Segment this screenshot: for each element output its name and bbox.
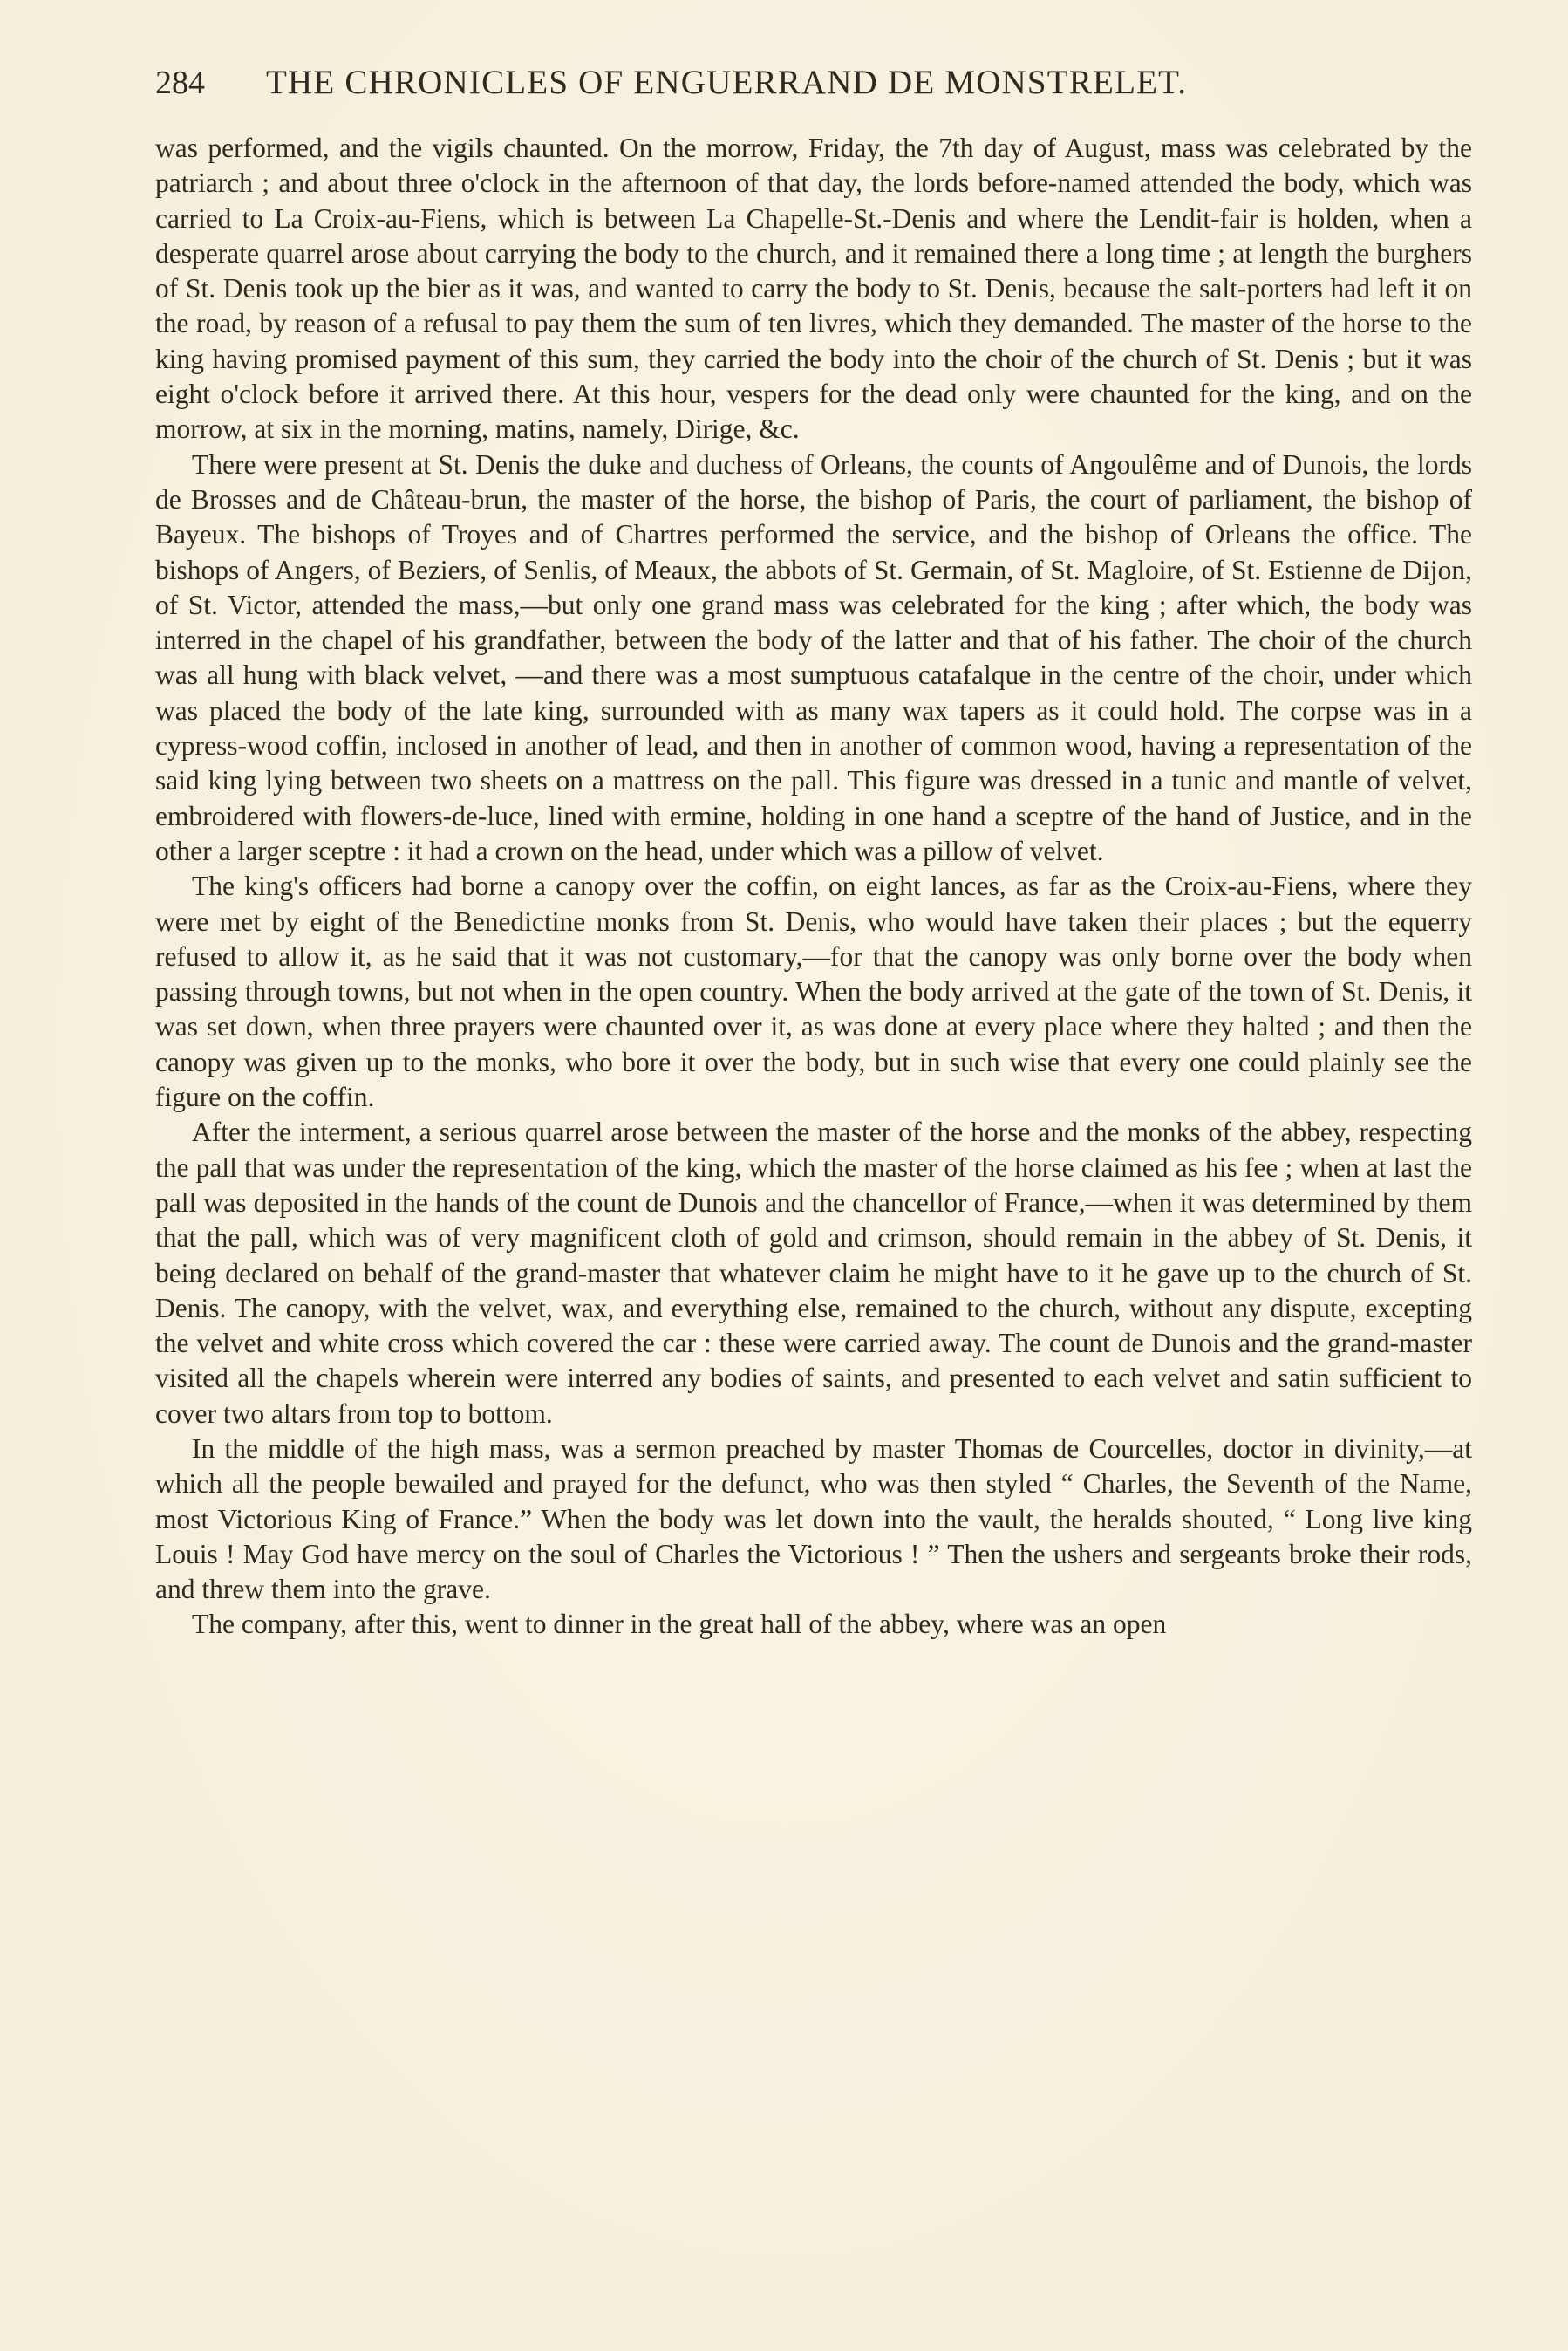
paragraph-3: The king's officers had borne a canopy over the coffin, on eight lances, as far as the Croix-au-Fiens, where they were met by eight of the Benedictine monks from St. Denis, who would have taken their places ; but the equerry refused to allow it, as he said that it was not customary,—for that the canopy was only borne over the body when passing through towns, but not when in the open country. When the body arrived at the gate of the town of St. Denis, it was set down, when three prayers were chaunted over it, as was done at every place where they halted ; and then the canopy was given up to the monks, who bore it over the body, but in such wise that every one could plainly see the figure on the coffin.: [155, 871, 1472, 1113]
paragraph-5: In the middle of the high mass, was a sermon preached by master Thomas de Courcelles, doctor in divinity,—at which all the people bewailed and prayed for the defunct, who was then styled “ Charles, the Seventh of the Name, most Victorious King of France.” When the body was let down into the vault, the heralds shouted, “ Long live king Louis ! May God have mercy on the soul of Charles the Victorious ! ” Then the ushers and sergeants broke their rods, and threw them into the grave.: [155, 1432, 1472, 1605]
paragraph-6: The company, after this, went to dinner in the great hall of the abbey, where was an open: [192, 1609, 1167, 1640]
book-title: THE CHRONICLES OF ENGUERRAND DE MONSTRELET.: [266, 64, 1188, 101]
running-head: [155, 63, 1472, 115]
paragraph-1: was performed, and the vigils chaunted. On the morrow, Friday, the 7th day of August, mass was celebrated by the patriarch ; and about three o'clock in the afternoon of that day, the lords before-named attended the body, which was carried to La Croix-au-Fiens, which is between La Chapelle-St.-Denis and where the Lendit-fair is holden, when a desperate quarrel arose about carrying the body to the church, and it remained there a long time ; at length the burghers of St. Denis took up the bier as it was, and wanted to carry the body to St. Denis, because the salt-porters had left it on the road, by reason of a refusal to pay them the sum of ten livres, which they demanded. The master of the horse to the king having promised payment of this sum, they carried the body into the choir of the church of St. Denis ; but it was eight o'clock before it arrived there. At this hour, vespers for the dead only were chaunted for the king, and on the morrow, at six in the morning, matins, namely, Dirige, &c.: [155, 133, 1472, 445]
paragraph-2: There were present at St. Denis the duke and duchess of Orleans, the counts of Angoulême and of Dunois, the lords de Brosses and de Château-brun, the master of the horse, the bishop of Paris, the court of parliament, the bishop of Bayeux. The bishops of Troyes and of Chartres performed the service, and the bishop of Orleans the office. The bishops of Angers, of Beziers, of Senlis, of Meaux, the abbots of St. Germain, of St. Magloire, of St. Estienne de Dijon, of St. Victor, attended the mass,—but only one grand mass was celebrated for the king ; after which, the body was interred in the chapel of his grandfather, between the body of the latter and that of his father. The choir of the church was all hung with black velvet, —and there was a most sumptuous catafalque in the centre of the choir, under which was placed the body of the late king, surrounded with as many wax tapers as it could hold. The corpse was in a cypress-wood coffin, inclosed in another of lead, and then in another of common wood, having a representation of the said king lying between two sheets on a mattress on the pall. This figure was dressed in a tunic and mantle of velvet, embroidered with flowers-de-luce, lined with ermine, holding in one hand a sceptre of the hand of Justice, and in the other a larger sceptre : it had a crown on the head, under which was a pillow of velvet.: [155, 448, 1472, 866]
body-text: [155, 131, 1472, 1643]
paragraph-4: After the interment, a serious quarrel arose between the master of the horse and the monks of the abbey, respecting the pall that was under the representation of the king, which the master of the horse claimed as his fee ; when at last the pall was deposited in the hands of the count de Dunois and the chancellor of France,—when it was determined by them that the pall, which was of very magnificent cloth of gold and crimson, should remain in the abbey of St. Denis, it being declared on behalf of the grand-master that whatever claim he might have to it he gave up to the church of St. Denis. The canopy, with the velvet, wax, and everything else, remained to the church, without any dispute, excepting the velvet and white cross which covered the car : these were carried away. The count de Dunois and the grand-master visited all the chapels wherein were interred any bodies of saints, and presented to each velvet and satin sufficient to cover two altars from top to bottom.: [155, 1117, 1472, 1429]
page-number: 284: [155, 65, 205, 101]
